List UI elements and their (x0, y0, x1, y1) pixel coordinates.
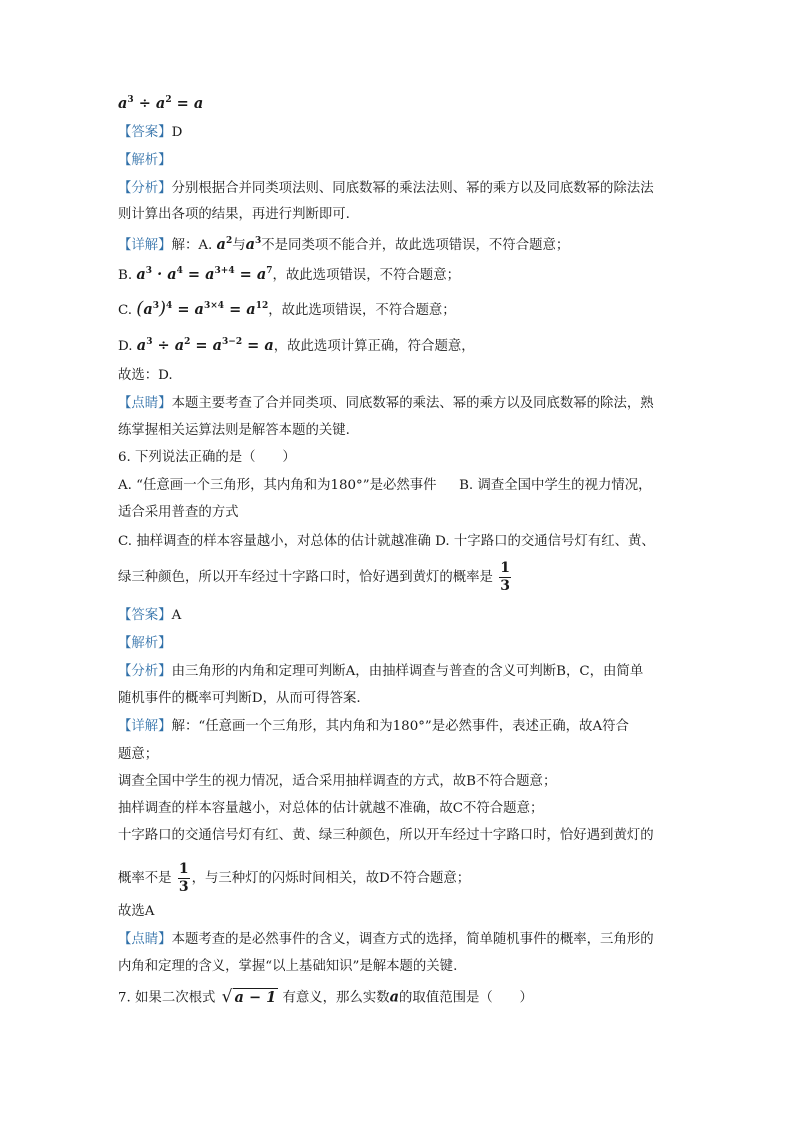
detail-line-1b: B. $a^3 \cdot a^4 = a^{3+4} = a^7$，故此选项错误，不符合题意； (118, 266, 460, 283)
detail-line-2c: 调查全国中学生的视力情况，适合采用抽样调查的方式，故B不符合题意； (118, 774, 557, 789)
fenxi-line-1b: 则计算出各项的结果，再进行判断即可. (118, 207, 350, 222)
fraction-one-third: $\frac{1}{3}$ (500, 560, 510, 594)
detail-line-2d: 抽样调查的样本容量越小，对总体的估计就越不准确，故C不符合题意； (118, 801, 544, 816)
answer-line-2: 【答案】A (118, 608, 182, 623)
detail-line-1c: C. $(a^3)^4 = a^{3\times 4} = a^{12}$，故此选项错误，不符合题意； (118, 298, 456, 319)
answer-value-2: A (171, 608, 182, 623)
question-6-options-cd (118, 532, 655, 552)
option-a: A. “任意画一个三角形，其内角和为180°”是必然事件 (118, 478, 437, 493)
dianjing-line-1a: 【点睛】本题主要考查了合并同类项、同底数幂的乘法、幂的乘方以及同底数幂的除法，熟 (118, 396, 654, 411)
top-formula: $a^3 \div a^2 = a$ (118, 95, 204, 112)
detail-line-1d: D. $a^3 \div a^2 = a^{3-2} = a$，故此选项计算正确，符合题意， (118, 337, 475, 354)
choose-line-1: 故选：D. (118, 368, 173, 383)
analysis-tag-1: 【解析】 (118, 153, 172, 168)
detail-line-2e: 十字路口的交通信号灯有红、黄、绿三种颜色，所以开车经过十字路口时，恰好遇到黄灯的 (118, 828, 654, 843)
answer-line-1 (118, 123, 182, 143)
option-b: B. 调查全国中学生的视力情况， (459, 478, 652, 493)
detail-line-2b: 题意； (118, 747, 159, 762)
question-6-options-ab (118, 476, 652, 496)
sqrt-expression: √ a − 1 (221, 987, 277, 1007)
analysis-tag-2: 【解析】 (118, 636, 172, 651)
fraction-one-third-2: $\frac{1}{3}$ (178, 861, 189, 895)
fenxi-line-2a: 【分析】由三角形的内角和定理可判断A，由抽样调查与普查的含义可判断B，C，由简单 (118, 664, 644, 679)
option-c: C. 抽样调查的样本容量越小，对总体的估计就越准确 (118, 534, 431, 549)
question-6-option-b-cont: 适合采用普查的方式 (118, 505, 239, 520)
answer-value: D (171, 125, 183, 140)
fenxi-line-2b: 随机事件的概率可判断D，从而可得答案. (118, 691, 361, 706)
choose-line-2: 故选A (118, 904, 155, 919)
answer-tag: 【答案】 (118, 125, 172, 140)
question-6-option-d-cont: 绿三种颜色，所以开车经过十字路口时，恰好遇到黄灯的概率是 $\frac{1}{3}$ (118, 560, 510, 594)
question-6: 6. 下列说法正确的是（ ） (118, 450, 296, 465)
fenxi-line-1a: 【分析】分别根据合并同类项法则、同底数幂的乘法法则、幂的乘方以及同底数幂的除法法 (118, 181, 654, 196)
option-d: D. 十字路口的交通信号灯有红、黄、 (435, 534, 655, 549)
detail-line-2a: 【详解】解：“任意画一个三角形，其内角和为180°”是必然事件，表述正确，故A符合 (118, 719, 629, 734)
detail-line-2f: 概率不是 $\frac{1}{3}$ ，与三种灯的闪烁时间相关，故D不符合题意； (118, 861, 471, 895)
dianjing-line-1b: 练掌握相关运算法则是解答本题的关键. (118, 423, 350, 438)
detail-line-1a: 【详解】解：A. $a^2$与$a^3$不是同类项不能合并，故此选项错误，不符合题意； (118, 236, 570, 253)
question-7: 7. 如果二次根式 √ a − 1 有意义，那么实数a的取值范围是（ ） (118, 987, 533, 1007)
dianjing-line-2a: 【点睛】本题考查的是必然事件的含义，调查方式的选择，简单随机事件的概率，三角形的 (118, 932, 654, 947)
dianjing-line-2b: 内角和定理的含义，掌握“以上基础知识”是解本题的关键. (118, 959, 458, 974)
